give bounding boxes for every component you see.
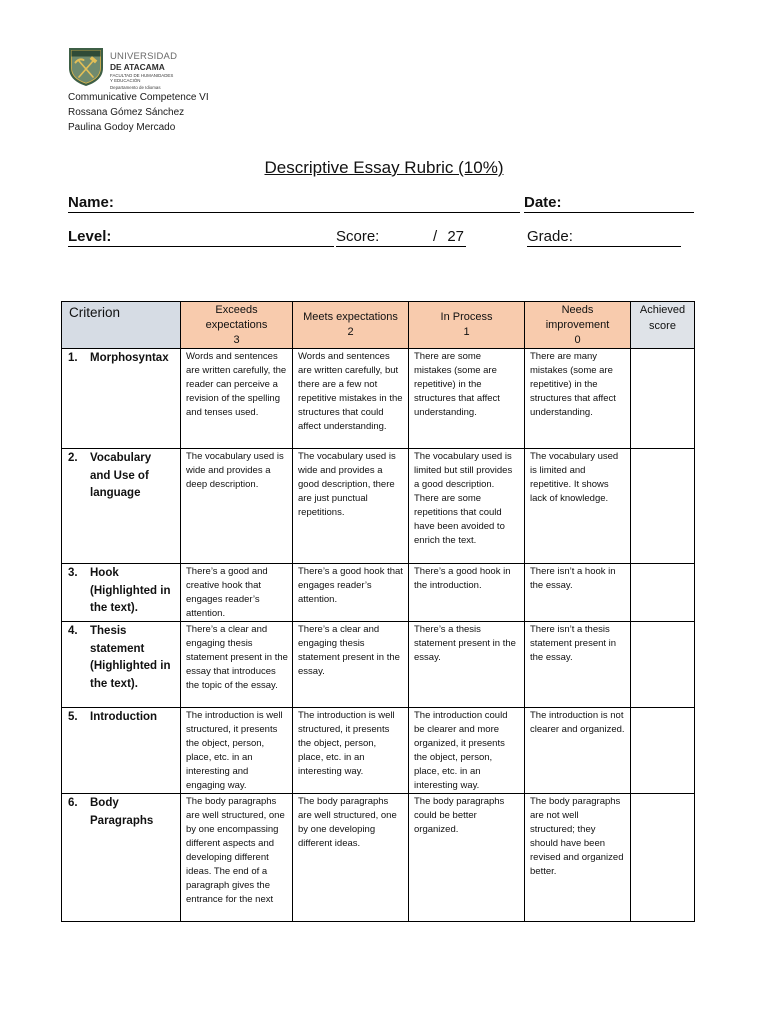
rubric-header-row bbox=[62, 302, 695, 349]
rubric-row bbox=[62, 708, 695, 794]
university-shield-icon bbox=[68, 47, 104, 87]
in-process-descriptor-cell bbox=[409, 622, 525, 708]
needs-improvement-descriptor-cell bbox=[525, 449, 631, 564]
meets-descriptor-cell bbox=[293, 708, 409, 794]
logo-faculty-text-2: Y EDUCACIÓN bbox=[110, 78, 141, 83]
achieved-score-cell bbox=[631, 564, 695, 622]
grade-label: Grade: bbox=[527, 228, 573, 245]
needs-improvement-descriptor-cell bbox=[525, 349, 631, 449]
meets-descriptor: The body paragraphs are well structured, one by one developing different ideas. bbox=[298, 796, 397, 849]
criterion-number: 5. bbox=[68, 711, 78, 723]
criterion-number: 1. bbox=[68, 352, 78, 364]
criterion-header bbox=[62, 302, 181, 349]
criterion-label: Morphosyntax bbox=[90, 352, 169, 364]
achieved-score-header-text: Achieved score bbox=[639, 304, 686, 332]
achieved-score-header bbox=[631, 302, 695, 349]
logo-department-text: Departamento de Idiomas bbox=[110, 85, 161, 90]
in-process-descriptor: There’s a good hook in the introduction. bbox=[414, 566, 511, 591]
meets-descriptor: Words and sentences are written carefully, but there are a few not repetitive mistakes in the structures that could affect understanding. bbox=[298, 351, 403, 432]
page-title-text: Descriptive Essay Rubric (10%) bbox=[264, 158, 504, 177]
achieved-score-cell bbox=[631, 708, 695, 794]
exceeds-descriptor: The vocabulary used is wide and provides a deep description. bbox=[186, 451, 284, 490]
meets-descriptor: There’s a good hook that engages reader’s attention. bbox=[298, 566, 403, 605]
date-label: Date: bbox=[524, 194, 562, 211]
rubric-row bbox=[62, 794, 695, 922]
level-points: 3 bbox=[233, 333, 240, 346]
criterion-number: 2. bbox=[68, 452, 78, 464]
criterion-cell bbox=[62, 708, 181, 794]
in-process-descriptor: The body paragraphs could be better organized. bbox=[414, 796, 505, 835]
needs-improvement-descriptor: There are many mistakes (some are repetitive) in the structures that affect understanding. bbox=[530, 351, 616, 418]
needs-improvement-descriptor: The introduction is not clearer and organized. bbox=[530, 710, 625, 735]
logo-university-text: UNIVERSIDAD bbox=[110, 51, 178, 62]
level-header-exceeds bbox=[181, 302, 293, 349]
exceeds-descriptor-cell bbox=[181, 708, 293, 794]
level-field bbox=[68, 228, 334, 247]
score-label: Score: bbox=[336, 228, 380, 245]
meets-descriptor-cell bbox=[293, 622, 409, 708]
page-title bbox=[0, 157, 768, 179]
needs-improvement-descriptor: The body paragraphs are not well structured; they should have been revised and organized better. bbox=[530, 796, 624, 877]
exceeds-descriptor-cell bbox=[181, 794, 293, 922]
course-name: Communicative Competence VI bbox=[68, 92, 209, 103]
level-label: Exceeds expectations bbox=[205, 303, 268, 331]
rubric-row bbox=[62, 349, 695, 449]
needs-improvement-descriptor: There isn’t a hook in the essay. bbox=[530, 566, 616, 591]
criterion-label: Vocabulary and Use of language bbox=[90, 452, 152, 499]
in-process-descriptor-cell bbox=[409, 349, 525, 449]
criterion-cell bbox=[62, 564, 181, 622]
criterion-label: Body Paragraphs bbox=[90, 797, 154, 827]
exceeds-descriptor: The body paragraphs are well structured, one by one encompassing different aspects and developing different ideas. The end of a paragraph gives the entrance for the next bbox=[186, 796, 285, 905]
score-total: / 27 bbox=[433, 228, 465, 245]
name-field bbox=[68, 194, 520, 213]
in-process-descriptor: There’s a thesis statement present in the essay. bbox=[414, 624, 516, 663]
in-process-descriptor: The introduction could be clearer and more organized, it presents the object, person, place, etc. in an interesting way. bbox=[414, 710, 508, 791]
exceeds-descriptor-cell bbox=[181, 622, 293, 708]
achieved-score-cell bbox=[631, 449, 695, 564]
criterion-number: 3. bbox=[68, 567, 78, 579]
in-process-descriptor-cell bbox=[409, 564, 525, 622]
needs-improvement-descriptor-cell bbox=[525, 708, 631, 794]
in-process-descriptor-cell bbox=[409, 449, 525, 564]
exceeds-descriptor: Words and sentences are written carefully, the reader can perceive a revision of the spelling and tenses used. bbox=[186, 351, 287, 418]
criterion-cell bbox=[62, 349, 181, 449]
level-header-needs-improvement bbox=[525, 302, 631, 349]
level-header-in-process bbox=[409, 302, 525, 349]
rubric-row bbox=[62, 564, 695, 622]
level-label: Needs improvement bbox=[545, 303, 610, 331]
level-header-meets bbox=[293, 302, 409, 349]
level-label: Meets expectations bbox=[303, 311, 398, 323]
meets-descriptor-cell bbox=[293, 794, 409, 922]
level-label: Level: bbox=[68, 228, 112, 245]
criterion-label: Hook (Highlighted in the text). bbox=[90, 567, 171, 614]
criterion-number: 6. bbox=[68, 797, 78, 809]
criterion-cell bbox=[62, 622, 181, 708]
level-points: 2 bbox=[347, 326, 354, 338]
meets-descriptor: The vocabulary used is wide and provides a good description, there are just punctual repetitions. bbox=[298, 451, 396, 518]
criterion-header-text: Criterion bbox=[69, 305, 121, 320]
logo-faculty-text: FACULTAD DE HUMANIDADES bbox=[110, 73, 174, 78]
criterion-cell bbox=[62, 449, 181, 564]
needs-improvement-descriptor-cell bbox=[525, 794, 631, 922]
achieved-score-cell bbox=[631, 794, 695, 922]
meets-descriptor: There’s a clear and engaging thesis statement present in the essay. bbox=[298, 624, 400, 677]
level-points: 1 bbox=[463, 326, 470, 338]
exceeds-descriptor-cell bbox=[181, 349, 293, 449]
needs-improvement-descriptor-cell bbox=[525, 564, 631, 622]
exceeds-descriptor-cell bbox=[181, 449, 293, 564]
in-process-descriptor-cell bbox=[409, 794, 525, 922]
exceeds-descriptor-cell bbox=[181, 564, 293, 622]
level-points: 0 bbox=[574, 333, 581, 346]
grade-field bbox=[527, 228, 681, 247]
needs-improvement-descriptor-cell bbox=[525, 622, 631, 708]
level-label: In Process bbox=[440, 311, 493, 323]
exceeds-descriptor: There’s a good and creative hook that engages reader’s attention. bbox=[186, 566, 268, 619]
rubric-row bbox=[62, 622, 695, 708]
university-logo bbox=[68, 46, 184, 92]
logo-atacama-text: DE ATACAMA bbox=[110, 62, 165, 72]
score-field bbox=[336, 228, 466, 247]
date-field bbox=[524, 194, 694, 213]
in-process-descriptor-cell bbox=[409, 708, 525, 794]
in-process-descriptor: There are some mistakes (some are repetitive) in the structures that affect understanding. bbox=[414, 351, 500, 418]
name-label: Name: bbox=[68, 194, 114, 211]
rubric-row bbox=[62, 449, 695, 564]
achieved-score-cell bbox=[631, 622, 695, 708]
exceeds-descriptor: The introduction is well structured, it presents the object, person, place, etc. in an interesting and engaging way. bbox=[186, 710, 283, 791]
author-name: Paulina Godoy Mercado bbox=[68, 122, 176, 133]
meets-descriptor-cell bbox=[293, 349, 409, 449]
author-name: Rossana Gómez Sánchez bbox=[68, 107, 185, 118]
exceeds-descriptor: There’s a clear and engaging thesis statement present in the essay that introduces the topic of the essay. bbox=[186, 624, 288, 691]
needs-improvement-descriptor: The vocabulary used is limited and repetitive. It shows lack of knowledge. bbox=[530, 451, 619, 504]
meets-descriptor-cell bbox=[293, 449, 409, 564]
criterion-cell bbox=[62, 794, 181, 922]
criterion-label: Thesis statement (Highlighted in the text). bbox=[90, 625, 171, 690]
meets-descriptor: The introduction is well structured, it presents the object, person, place, etc. in an interesting way. bbox=[298, 710, 395, 777]
meets-descriptor-cell bbox=[293, 564, 409, 622]
needs-improvement-descriptor: There isn’t a thesis statement present in the essay. bbox=[530, 624, 617, 663]
criterion-label: Introduction bbox=[90, 711, 158, 723]
in-process-descriptor: The vocabulary used is limited but still provides a good description. There are some repetitions that could have been avoided to enrich the text. bbox=[414, 451, 513, 546]
rubric-table bbox=[61, 301, 695, 922]
criterion-number: 4. bbox=[68, 625, 78, 637]
achieved-score-cell bbox=[631, 349, 695, 449]
